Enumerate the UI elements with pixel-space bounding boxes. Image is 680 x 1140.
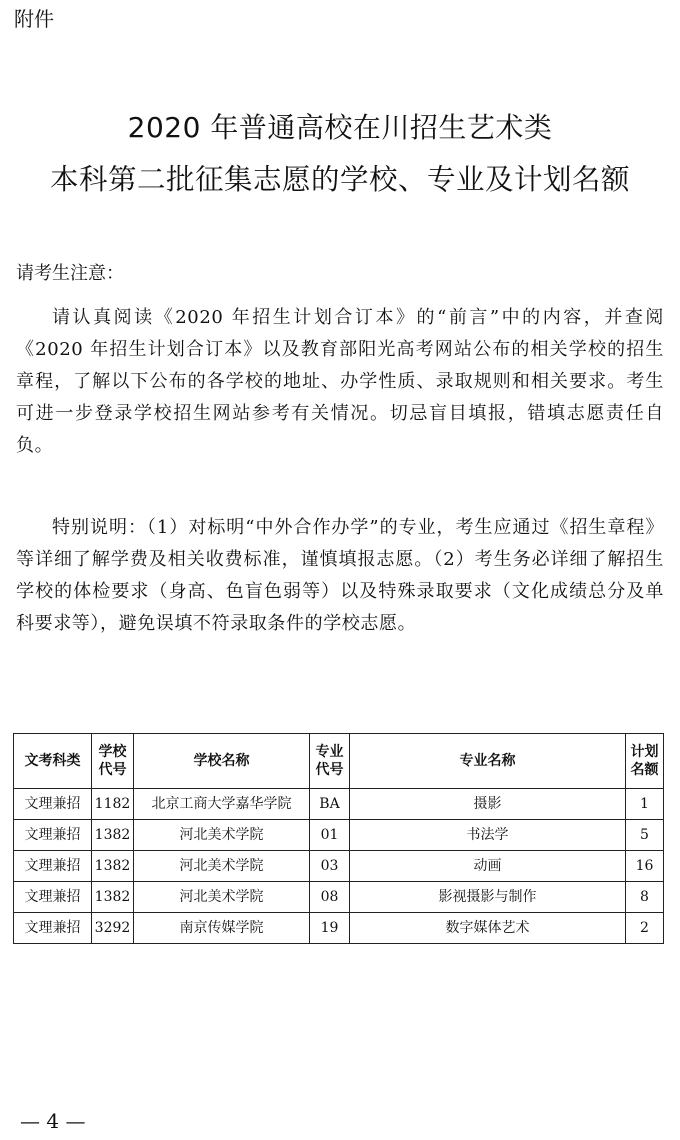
cell-school-name: 河北美术学院 bbox=[134, 851, 310, 882]
cell-school-name: 河北美术学院 bbox=[134, 820, 310, 851]
cell-quota: 8 bbox=[626, 882, 664, 913]
table-row bbox=[14, 789, 664, 820]
cell-major-name: 影视摄影与制作 bbox=[350, 882, 626, 913]
cell-quota: 2 bbox=[626, 913, 664, 944]
cell-category: 文理兼招 bbox=[14, 820, 92, 851]
page-number: — 4 — bbox=[20, 1109, 86, 1133]
cell-quota: 1 bbox=[626, 789, 664, 820]
attachment-label: 附件 bbox=[14, 7, 54, 31]
cell-major-name: 数字媒体艺术 bbox=[350, 913, 626, 944]
cell-school-code: 1382 bbox=[92, 882, 134, 913]
cell-school-code: 1182 bbox=[92, 789, 134, 820]
header-major-name: 专业名称 bbox=[350, 734, 626, 789]
table-header-row bbox=[14, 734, 664, 789]
cell-major-name: 书法学 bbox=[350, 820, 626, 851]
cell-school-name: 北京工商大学嘉华学院 bbox=[134, 789, 310, 820]
cell-major-name: 动画 bbox=[350, 851, 626, 882]
document-title-line1: 2020 年普通高校在川招生艺术类 bbox=[127, 111, 553, 144]
cell-major-code: 19 bbox=[310, 913, 350, 944]
header-school-name: 学校名称 bbox=[134, 734, 310, 789]
document-title-line2: 本科第二批征集志愿的学校、专业及计划名额 bbox=[49, 163, 630, 196]
table-row bbox=[14, 820, 664, 851]
cell-major-code: BA bbox=[310, 789, 350, 820]
cell-category: 文理兼招 bbox=[14, 789, 92, 820]
cell-school-code: 1382 bbox=[92, 851, 134, 882]
cell-school-name: 南京传媒学院 bbox=[134, 913, 310, 944]
cell-quota: 5 bbox=[626, 820, 664, 851]
cell-major-code: 08 bbox=[310, 882, 350, 913]
header-quota: 计划名额 bbox=[626, 734, 664, 789]
notice-heading: 请考生注意： bbox=[16, 263, 124, 284]
cell-major-name: 摄影 bbox=[350, 789, 626, 820]
cell-major-code: 01 bbox=[310, 820, 350, 851]
notice-paragraph-1: 请认真阅读《2020 年招生计划合订本》的“前言”中的内容，并查阅《2020 年招生计划合订本》以及教育部阳光高考网站公布的相关学校的招生章程，了解以下公布的各学校的地址、办学性质、录取规则和相关要求。考生可进一步登录学校招生网站参考有关情况。切忌盲目填报，错填志愿责任自负。 bbox=[16, 307, 664, 456]
table-row bbox=[14, 882, 664, 913]
cell-school-code: 3292 bbox=[92, 913, 134, 944]
cell-quota: 16 bbox=[626, 851, 664, 882]
cell-category: 文理兼招 bbox=[14, 913, 92, 944]
header-major-code: 专业代号 bbox=[310, 734, 350, 789]
header-school-code: 学校代号 bbox=[92, 734, 134, 789]
cell-school-name: 河北美术学院 bbox=[134, 882, 310, 913]
admission-plan-table bbox=[13, 733, 664, 944]
table-row bbox=[14, 913, 664, 944]
table-row bbox=[14, 851, 664, 882]
cell-category: 文理兼招 bbox=[14, 851, 92, 882]
cell-category: 文理兼招 bbox=[14, 882, 92, 913]
header-category: 文考科类 bbox=[14, 734, 92, 789]
notice-paragraph-2: 特别说明：（1）对标明“中外合作办学”的专业，考生应通过《招生章程》等详细了解学费及相关收费标准，谨慎填报志愿。（2）考生务必详细了解招生学校的体检要求（身高、色盲色弱等）以及特殊录取要求（文化成绩总分及单科要求等），避免误填不符录取条件的学校志愿。 bbox=[16, 517, 664, 634]
cell-school-code: 1382 bbox=[92, 820, 134, 851]
cell-major-code: 03 bbox=[310, 851, 350, 882]
